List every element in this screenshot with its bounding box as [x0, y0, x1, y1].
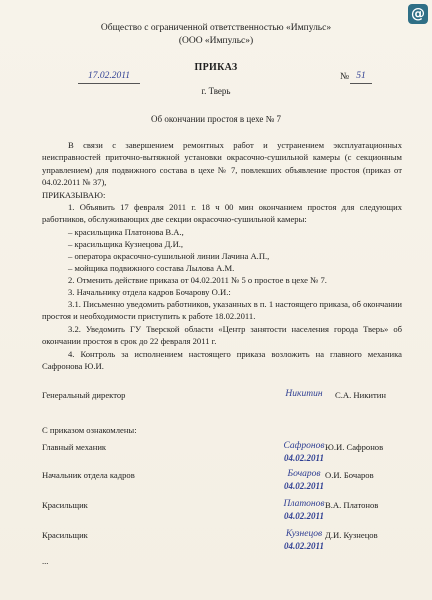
director-signature-row — [42, 390, 422, 404]
corner-logo-icon[interactable]: @ — [408, 4, 428, 24]
acquaintance-name: Ю.И. Сафронов — [325, 442, 384, 452]
director-role: Генеральный директор — [42, 390, 126, 400]
acquaintance-row — [42, 441, 422, 463]
order-word: ПРИКАЗЫВАЮ: — [42, 190, 106, 200]
acquaintance-signature: Платонов — [283, 499, 325, 509]
order-date: 17.02.2011 — [87, 71, 131, 81]
director-name: С.А. Никитин — [335, 390, 386, 400]
acquaintance-name: Д.И. Кузнецов — [325, 530, 378, 540]
worker-item: – красильщика Кузнецова Д.И., — [68, 239, 184, 249]
acquaintance-row — [42, 529, 422, 551]
acquaintance-date: 04.02.2011 — [283, 541, 324, 551]
acquaintance-role: Красильщик — [42, 530, 88, 540]
organization-short-name: (ООО «Импульс») — [178, 36, 254, 46]
item-2: 2. Отменить действие приказа от 04.02.2011 № 5 о простое в цехе № 7. — [68, 275, 327, 285]
number-label: № — [340, 72, 350, 82]
acquaintance-role: Красильщик — [42, 500, 88, 510]
acquaintance-date: 04.02.2011 — [283, 511, 324, 521]
city: г. Тверь — [201, 86, 231, 96]
acquaintance-role: Начальник отдела кадров — [42, 470, 135, 480]
organization-name: Общество с ограниченной ответственностью «Импульс» — [100, 23, 332, 33]
acquaintance-signature: Сафронов — [283, 441, 325, 451]
acquaintance-role: Главный механик — [42, 442, 107, 452]
order-number: 51 — [356, 71, 366, 81]
list-continuation: ... — [42, 556, 49, 566]
worker-item: – оператора окрасочно-сушильной линии Лачина А.П., — [68, 251, 270, 261]
acquaintance-date: 04.02.2011 — [283, 481, 324, 491]
acquaintance-row — [42, 469, 422, 491]
acquaintance-name: О.И. Бочаров — [325, 470, 374, 480]
acquaintance-date: 04.02.2011 — [283, 453, 324, 463]
acquainted-heading: С приказом ознакомлены: — [42, 425, 137, 435]
order-subject: Об окончании простоя в цехе № 7 — [151, 114, 281, 124]
item-3-1: 3.1. Письменно уведомить работников, указанных в п. 1 настоящего приказа, об окончании простоя и необходимости приступить к работе 18.02.2011. — [42, 299, 402, 322]
worker-item: – мойщика подвижного состава Лылова А.М. — [68, 263, 235, 273]
document-type: ПРИКАЗ — [194, 62, 238, 73]
item-3-2: 3.2. Уведомить ГУ Тверской области «Центр занятости населения города Тверь» об окончании простоя в срок до 22 февраля 2011 г. — [42, 324, 402, 347]
worker-item: – красильщика Платонова В.А., — [68, 227, 184, 237]
acquaintance-name: В.А. Платонов — [325, 500, 379, 510]
acquaintance-signature: Кузнецов — [285, 529, 323, 539]
acquaintance-row — [42, 499, 422, 521]
item-1: 1. Объявить 17 февраля 2011 г. 18 ч 00 мин окончанием простоя для следующих работников, обслуживающих две секции окрасочно-сушильной камеры: — [42, 202, 402, 225]
intro-paragraph: В связи с завершением ремонтных работ и устранением эксплуатационных неисправностей приточно-вытяжной установки окрасочно-сушильной камеры (с секционным управлением) для подвижного состава в цехе № 7, повлекших объявление простоя (приказ от 04.02.2011 № 37), — [42, 140, 402, 188]
item-3: 3. Начальнику отдела кадров Бочарову О.И.: — [68, 287, 231, 297]
acquaintance-signature: Бочаров — [287, 469, 321, 479]
item-4: 4. Контроль за исполнением настоящего приказа возложить на главного механика Сафронова Ю.И. — [42, 349, 402, 372]
director-signature: Никитин — [285, 389, 323, 399]
